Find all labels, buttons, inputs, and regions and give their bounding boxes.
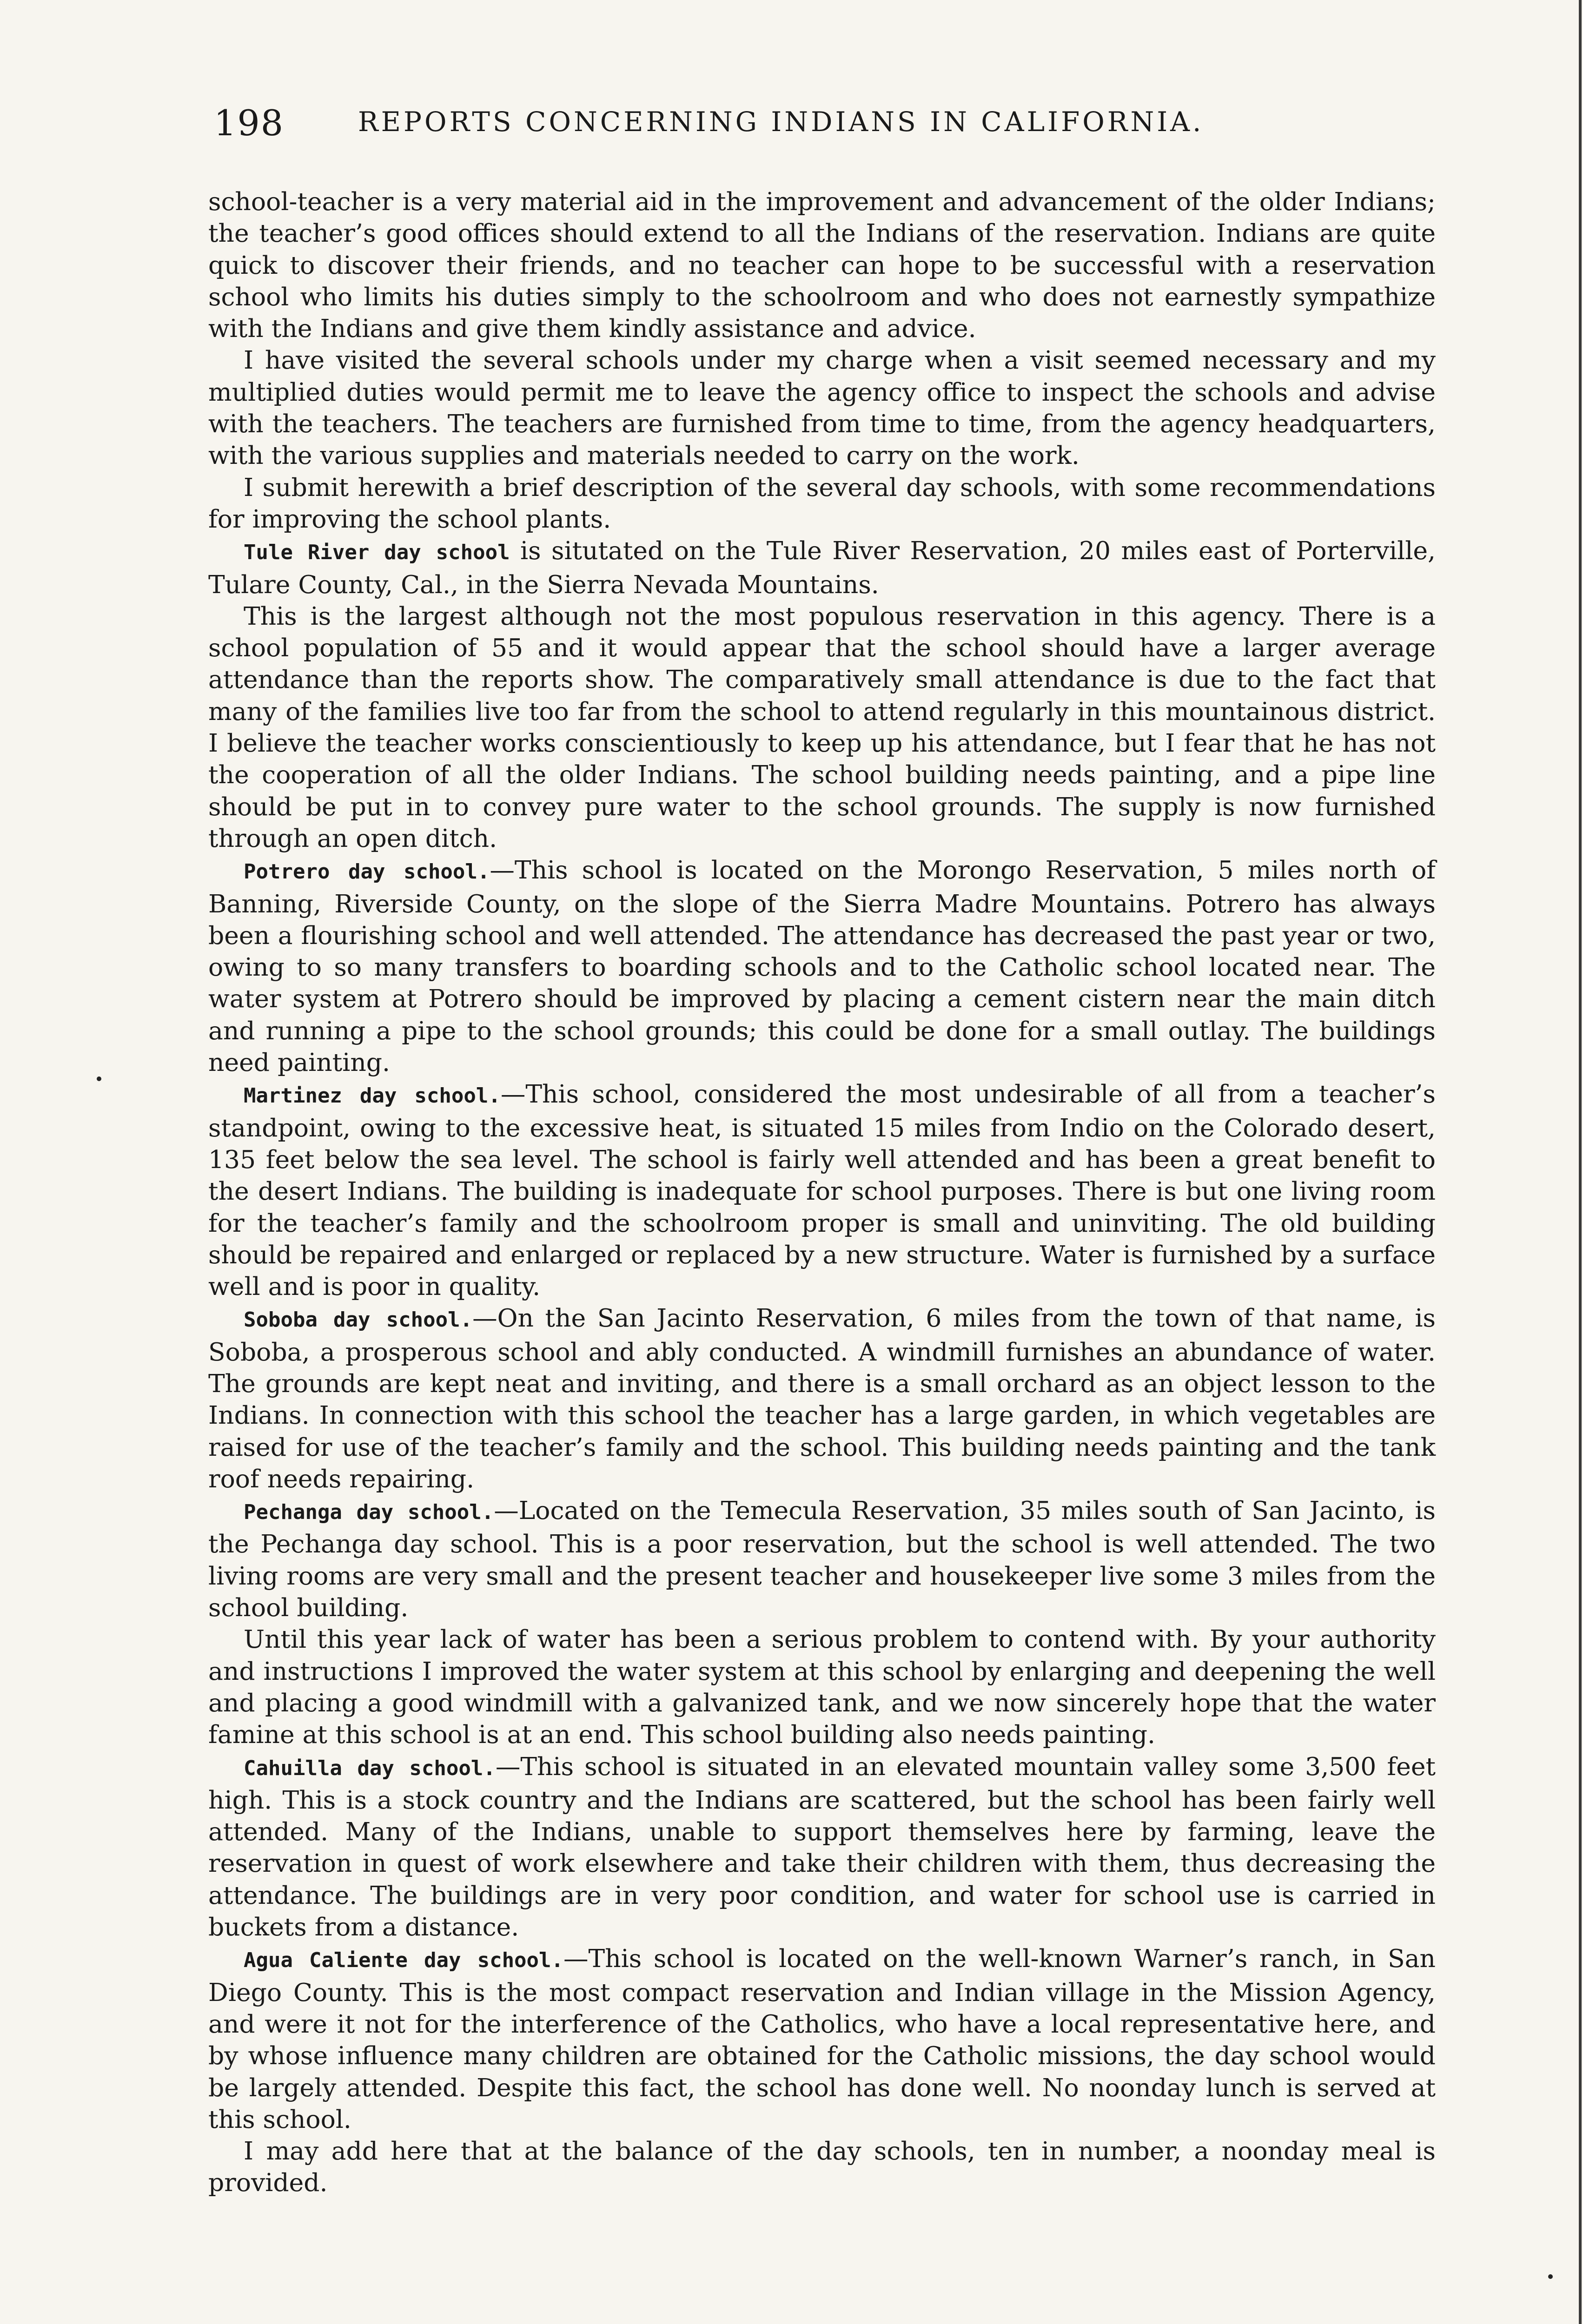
paragraph-text: I submit herewith a brief description of the several day schools, with some recommendations for improving the school plants. xyxy=(208,472,1436,534)
school-heading-soboba: Soboba day school. xyxy=(244,1308,473,1332)
paragraph-text: is situtated on the Tule River Reservation, 20 miles east of Porterville, Tulare County, Cal., in the Sierra Nevada Mountains. xyxy=(208,536,1436,599)
stray-dot-mark xyxy=(1548,2274,1553,2279)
paragraph-text: Until this year lack of water has been a serious problem to contend with. By your authority and instructions I improved the water system at this school by enlarging and deepening the well and placing a good windmill with a galvanized tank, and we now sincerely hope that the water famine at this school is at an end. This school building also needs painting. xyxy=(208,1624,1436,1750)
report-body xyxy=(208,186,1436,2199)
page-number: 198 xyxy=(214,102,285,144)
paragraph-text: —This school is located on the well-known Warner’s ranch, in San Diego County. This is the most compact reservation and Indian village in the Mission Agency, and were it not for the interference of the Catholics, who have a local representative here, and by whose influence many children are obtained for the Catholic missions, the day school would be largely attended. Despite this fact, the school has done well. No noonday lunch is served at this school. xyxy=(208,1944,1436,2134)
paragraph-school-visits xyxy=(208,344,1436,471)
paragraph-text: I may add here that at the balance of the day schools, ten in number, a noonday meal is provided. xyxy=(208,2136,1436,2198)
paragraph-text: This is the largest although not the most populous reservation in this agency. There is a school population of 55 and it would appear that the school should have a larger average attendance than the reports show. The comparatively small attendance is due to the fact that many of the families live too far from the school to attend regularly in this mountainous district. I believe the teacher works conscientiously to keep up his attendance, but I fear that he has not the cooperation of all the older Indians. The school building needs painting, and a pipe line should be put in to convey pure water to the school grounds. The supply is now furnished through an open ditch. xyxy=(208,601,1436,853)
school-heading-tule-river: Tule River day school xyxy=(244,541,510,565)
school-heading-potrero: Potrero day school. xyxy=(244,860,490,884)
paragraph-text: —Located on the Temecula Reservation, 35 miles south of San Jacinto, is the Pechanga day school. This is a poor reservation, but the school is well attended. The two living rooms are very small and the present teacher and housekeeper live some 3 miles from the school building. xyxy=(208,1496,1436,1623)
paragraph-pechanga-water xyxy=(208,1624,1436,1750)
paragraph-text: school-teacher is a very material aid in the improvement and advancement of the older Indians; the teacher’s good offices should extend to all the Indians of the reservation. Indians are quite quick to discover their friends, and no teacher can hope to be successful with a reservation school who limits his duties simply to the schoolroom and who does not earnestly sympathize with the Indians and give them kindly assistance and advice. xyxy=(208,187,1436,343)
paragraph-teacher-aid xyxy=(208,186,1436,344)
school-heading-martinez: Martinez day school. xyxy=(244,1084,501,1108)
paragraph-agua-caliente xyxy=(208,1943,1436,2135)
paragraph-tule-river-attendance xyxy=(208,601,1436,854)
paragraph-soboba xyxy=(208,1302,1436,1495)
paragraph-text: —This school is situated in an elevated mountain valley some 3,500 feet high. This is a stock country and the Indians are scattered, but the school has been fairly well attended. Many of the Indians, unable to support themselves here by farming, leave the reservation in quest of work elsewhere and take their children with them, thus decreasing the attendance. The buildings are in very poor condition, and water for school use is carried in buckets from a distance. xyxy=(208,1751,1436,1942)
running-title: REPORTS CONCERNING INDIANS IN CALIFORNIA. xyxy=(358,106,1204,138)
paragraph-text: —On the San Jacinto Reservation, 6 miles from the town of that name, is Soboba, a prosperous school and ably conducted. A windmill furnishes an abundance of water. The grounds are kept neat and inviting, and there is a small orchard as an object lesson to the Indians. In connection with this school the teacher has a large garden, in which vegetables are raised for use of the teacher’s family and the school. This building needs painting and the tank roof needs repairing. xyxy=(208,1303,1436,1493)
paragraph-pechanga xyxy=(208,1495,1436,1624)
school-heading-cahuilla: Cahuilla day school. xyxy=(244,1756,496,1780)
paragraph-martinez xyxy=(208,1078,1436,1302)
paragraph-description-intro xyxy=(208,472,1436,535)
paragraph-text: —This school is located on the Morongo Reservation, 5 miles north of Banning, Riverside County, on the slope of the Sierra Madre Mountains. Potrero has always been a flourishing school and well attended. The attendance has decreased the past year or two, owing to so many transfers to boarding schools and to the Catholic school located near. The water system at Potrero should be improved by placing a cement cistern near the main ditch and running a pipe to the school grounds; this could be done for a small outlay. The buildings need painting. xyxy=(208,855,1436,1077)
paragraph-cahuilla xyxy=(208,1751,1436,1943)
school-heading-pechanga: Pechanga day school. xyxy=(244,1500,494,1525)
paragraph-potrero xyxy=(208,854,1436,1078)
stray-dot-mark xyxy=(97,1076,101,1081)
school-heading-agua-caliente: Agua Caliente day school. xyxy=(244,1948,564,1973)
paragraph-noonday-meal xyxy=(208,2135,1436,2199)
paragraph-tule-river xyxy=(208,535,1436,601)
paragraph-text: —This school, considered the most undesirable of all from a teacher’s standpoint, owing to the excessive heat, is situated 15 miles from Indio on the Colorado desert, 135 feet below the sea level. The school is fairly well attended and has been a great benefit to the desert Indians. The building is inadequate for school purposes. There is but one living room for the teacher’s family and the schoolroom proper is small and uninviting. The old building should be repaired and enlarged or replaced by a new structure. Water is furnished by a surface well and is poor in quality. xyxy=(208,1079,1436,1301)
paragraph-text: I have visited the several schools under my charge when a visit seemed necessary and my multiplied duties would permit me to leave the agency office to inspect the schools and advise with the teachers. The teachers are furnished from time to time, from the agency headquarters, with the various supplies and materials needed to carry on the work. xyxy=(208,345,1436,470)
page-header xyxy=(214,102,1432,158)
page-right-edge xyxy=(1579,0,1582,2324)
